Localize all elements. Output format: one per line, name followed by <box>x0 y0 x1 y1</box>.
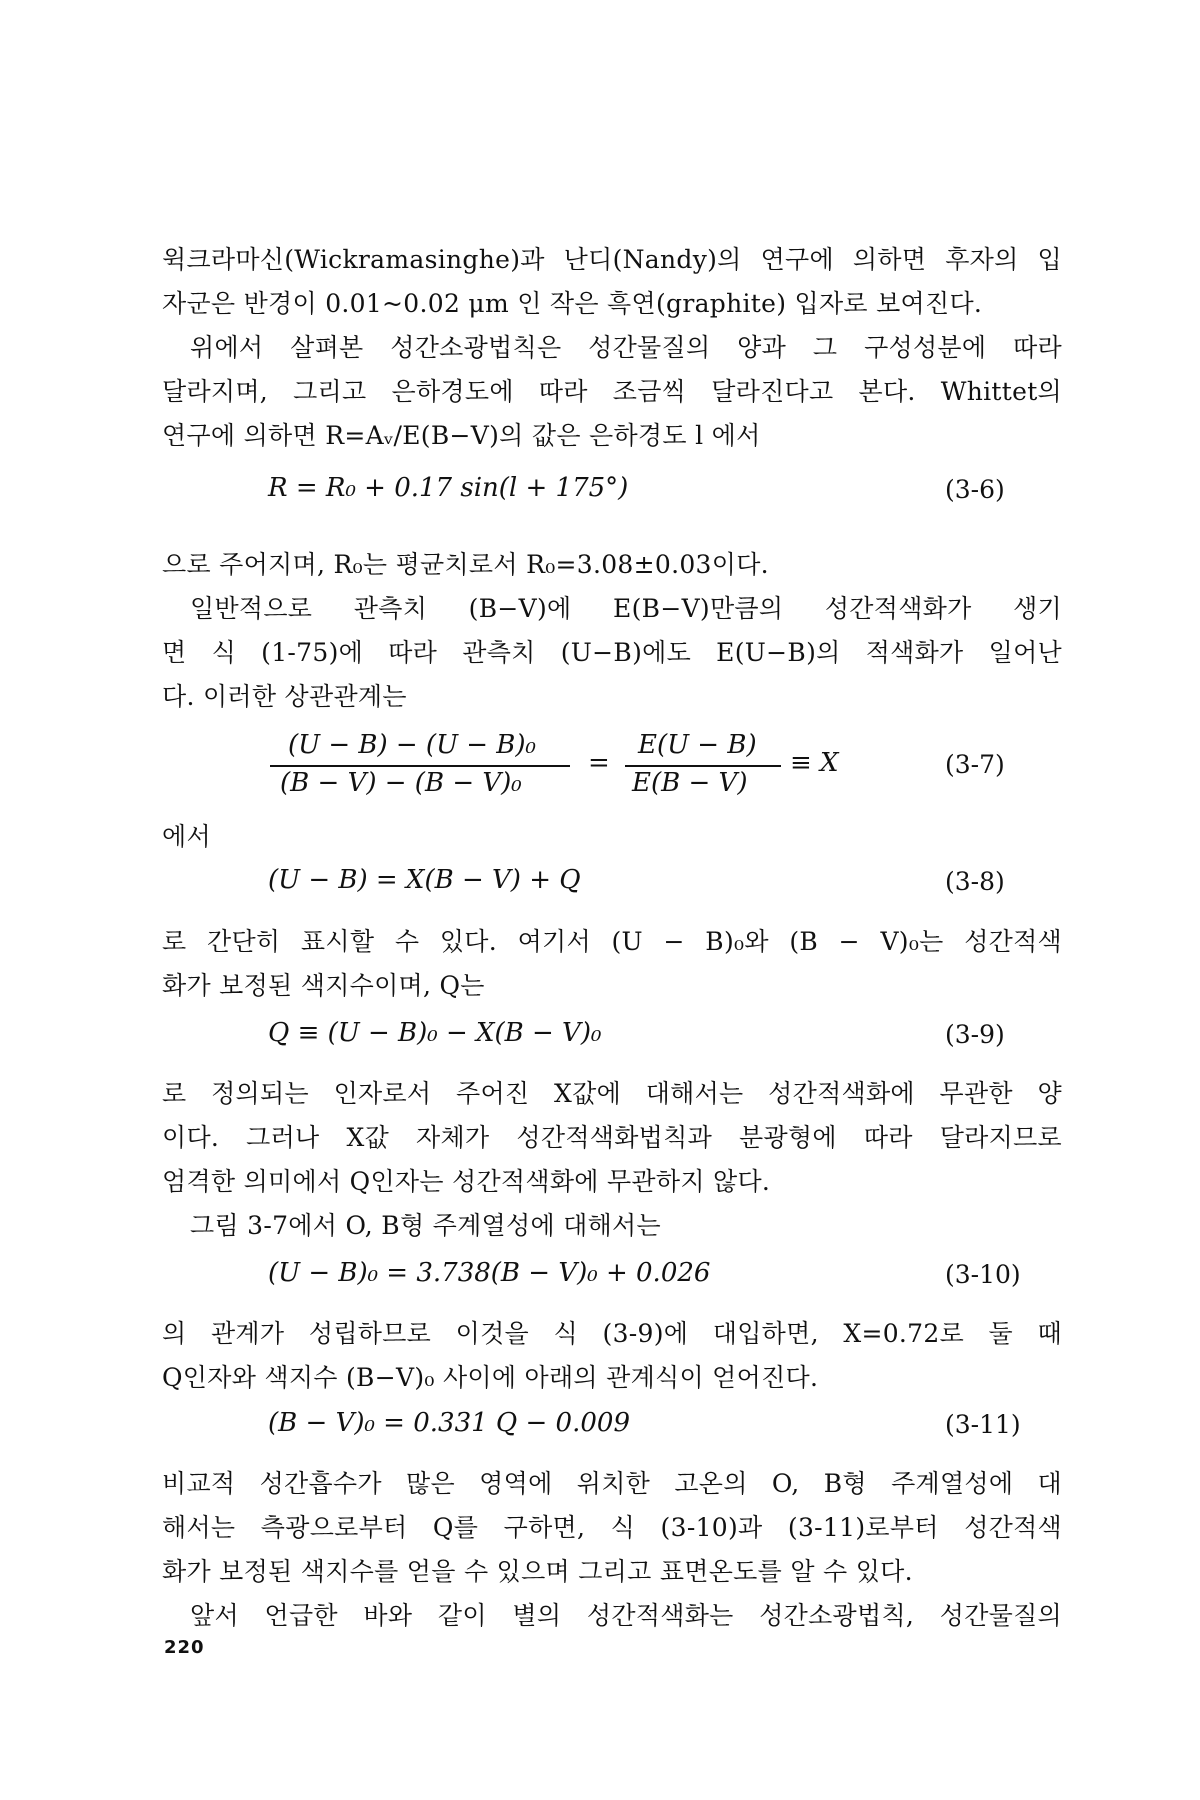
page-number: 220 <box>164 1637 205 1658</box>
fraction-bar-right <box>625 765 781 767</box>
paragraph-extinction-law <box>162 326 1062 458</box>
equals-sign: = <box>588 748 610 778</box>
text-line: 윅크라마신(Wickramasinghe)과 난디(Nandy)의 연구에 의하면 후자의 입 <box>162 245 1062 274</box>
text-line: 달라지며, 그리고 은하경도에 따라 조금씩 달라진다고 본다. Whittet의 <box>162 377 1062 406</box>
equation-number-3-11: (3-11) <box>945 1410 1021 1439</box>
equation-3-7 <box>270 730 910 800</box>
equation-number-3-10: (3-10) <box>945 1260 1021 1289</box>
text-line: 다. 이러한 상관관계는 <box>162 682 407 711</box>
text-line: 일반적으로 관측치 (B−V)에 E(B−V)만큼의 성간적색화가 생기 <box>190 594 1062 623</box>
equation-3-9: Q ≡ (U − B)₀ − X(B − V)₀ <box>268 1018 602 1048</box>
fraction-numerator-left: (U − B) − (U − B)₀ <box>288 730 536 760</box>
identity-x: ≡ X <box>790 748 839 778</box>
fraction-denominator-right: E(B − V) <box>632 768 748 798</box>
paragraph-q-factor <box>162 1072 1062 1204</box>
equation-3-10: (U − B)₀ = 3.738(B − V)₀ + 0.026 <box>268 1258 711 1288</box>
text-line: 그림 3-7에서 O, B형 주계열성에 대해서는 <box>190 1211 661 1240</box>
text-line: 의 관계가 성립하므로 이것을 식 (3-9)에 대입하면, X=0.72로 둘 때 <box>162 1319 1062 1348</box>
equation-number-3-6: (3-6) <box>945 475 1005 504</box>
paragraph-eseo <box>162 815 1062 859</box>
equation-number-3-8: (3-8) <box>945 867 1005 896</box>
equation-number-3-9: (3-9) <box>945 1020 1005 1049</box>
paragraph-simple-form <box>162 920 1062 1008</box>
text-line: 이다. 그러나 X값 자체가 성간적색화법칙과 분광형에 따라 달라지므로 <box>162 1123 1062 1152</box>
text-line: 앞서 언급한 바와 같이 별의 성간적색화는 성간소광법칙, 성간물질의 <box>190 1601 1062 1630</box>
paragraph-figure-3-7 <box>162 1204 1062 1248</box>
fraction-numerator-right: E(U − B) <box>638 730 757 760</box>
text-line: 엄격한 의미에서 Q인자는 성간적색화에 무관하지 않다. <box>162 1167 771 1196</box>
text-line: 면 식 (1-75)에 따라 관측치 (U−B)에도 E(U−B)의 적색화가 일어난 <box>162 638 1062 667</box>
text-line: 해서는 측광으로부터 Q를 구하면, 식 (3-10)과 (3-11)로부터 성간적색 <box>162 1513 1062 1542</box>
equation-3-6: R = R₀ + 0.17 sin(l + 175°) <box>268 473 629 503</box>
fraction-denominator-left: (B − V) − (B − V)₀ <box>280 768 522 798</box>
paragraph-photometry <box>162 1462 1062 1594</box>
paragraph-r0-mean <box>162 543 1062 587</box>
paragraph-reddening-summary <box>162 1594 1062 1638</box>
text-line: 자군은 반경이 0.01~0.02 μm 인 작은 흑연(graphite) 입자로 보여진다. <box>162 289 983 318</box>
text-line: Q인자와 색지수 (B−V)₀ 사이에 아래의 관계식이 얻어진다. <box>162 1363 819 1392</box>
paragraph-wickramasinghe <box>162 238 1062 326</box>
text-line: 로 정의되는 인자로서 주어진 X값에 대해서는 성간적색화에 무관한 양 <box>162 1079 1062 1108</box>
text-line: 으로 주어지며, R₀는 평균치로서 R₀=3.08±0.03이다. <box>162 550 769 579</box>
paragraph-color-excess <box>162 587 1062 719</box>
text-line: 에서 <box>162 822 211 851</box>
equation-number-3-7: (3-7) <box>945 750 1005 779</box>
paragraph-substitution <box>162 1312 1062 1400</box>
text-line: 화가 보정된 색지수를 얻을 수 있으며 그리고 표면온도를 알 수 있다. <box>162 1557 913 1586</box>
text-line: 화가 보정된 색지수이며, Q는 <box>162 971 485 1000</box>
equation-3-11: (B − V)₀ = 0.331 Q − 0.009 <box>268 1408 630 1438</box>
equation-3-8: (U − B) = X(B − V) + Q <box>268 865 581 895</box>
text-line: 비교적 성간흡수가 많은 영역에 위치한 고온의 O, B형 주계열성에 대 <box>162 1469 1062 1498</box>
text-line: 위에서 살펴본 성간소광법칙은 성간물질의 양과 그 구성성분에 따라 <box>190 333 1062 362</box>
text-line: 연구에 의하면 R=Aᵥ/E(B−V)의 값은 은하경도 l 에서 <box>162 421 761 450</box>
text-line: 로 간단히 표시할 수 있다. 여기서 (U − B)₀와 (B − V)₀는 성간적색 <box>162 927 1062 956</box>
fraction-bar-left <box>270 765 570 767</box>
